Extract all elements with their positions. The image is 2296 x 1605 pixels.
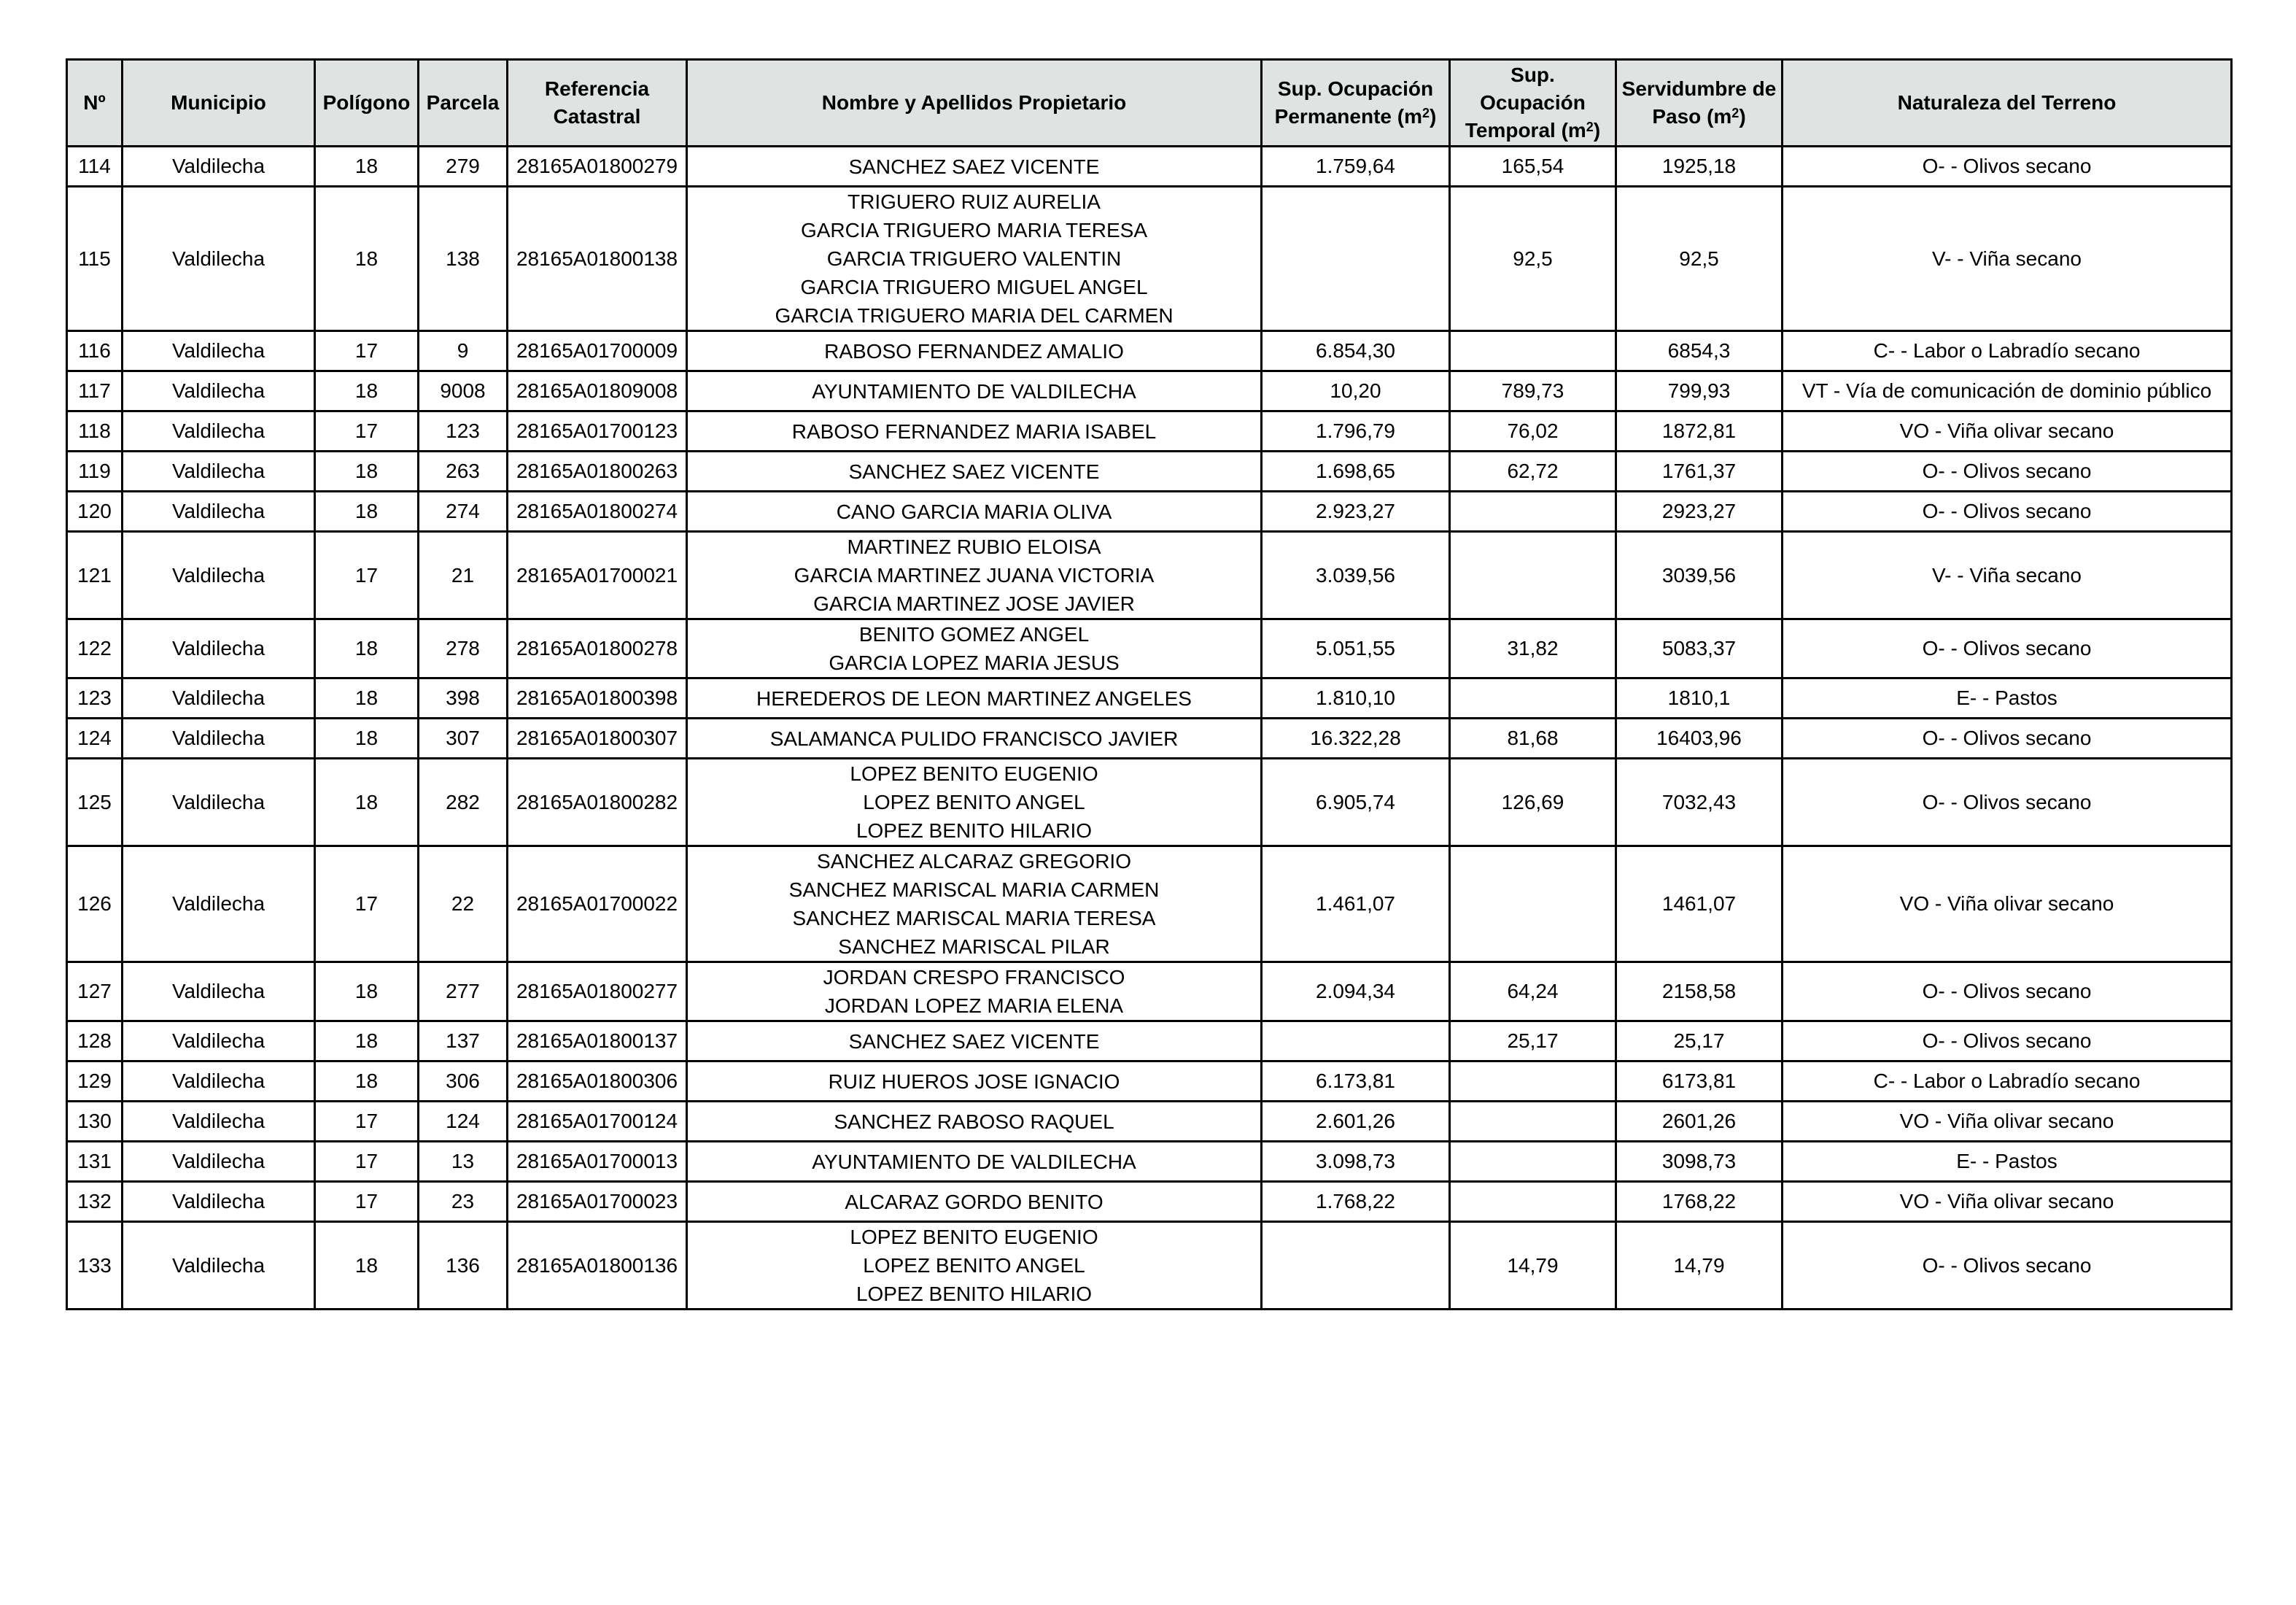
cell-temporal — [1450, 678, 1616, 719]
cell-municipio: Valdilecha — [123, 147, 315, 187]
cell-n: 117 — [67, 371, 123, 411]
cell-servidumbre: 16403,96 — [1616, 719, 1783, 759]
cell-n: 129 — [67, 1061, 123, 1102]
header-municipio: Municipio — [123, 60, 315, 147]
cell-servidumbre: 3098,73 — [1616, 1142, 1783, 1182]
cell-propietario — [687, 759, 1262, 846]
cell-referencia: 28165A01800274 — [508, 492, 687, 532]
table-row — [67, 1182, 2232, 1222]
cell-permanente: 2.094,34 — [1262, 962, 1450, 1021]
cell-poligono: 18 — [315, 678, 419, 719]
cell-parcela: 9 — [419, 331, 508, 371]
cell-poligono: 18 — [315, 759, 419, 846]
cell-naturaleza: VO - Viña olivar secano — [1783, 846, 2232, 962]
cell-referencia: 28165A01800307 — [508, 719, 687, 759]
cell-naturaleza: O- - Olivos secano — [1783, 492, 2232, 532]
cell-municipio: Valdilecha — [123, 492, 315, 532]
cell-permanente — [1262, 187, 1450, 331]
cell-naturaleza: O- - Olivos secano — [1783, 619, 2232, 678]
cell-poligono: 18 — [315, 1061, 419, 1102]
cell-poligono: 17 — [315, 1182, 419, 1222]
cell-referencia: 28165A01800398 — [508, 678, 687, 719]
cell-municipio: Valdilecha — [123, 846, 315, 962]
cell-servidumbre: 1925,18 — [1616, 147, 1783, 187]
cell-servidumbre: 799,93 — [1616, 371, 1783, 411]
cell-permanente: 1.796,79 — [1262, 411, 1450, 452]
cell-naturaleza: V- - Viña secano — [1783, 187, 2232, 331]
table-row — [67, 331, 2232, 371]
cell-servidumbre: 14,79 — [1616, 1222, 1783, 1310]
cell-parcela: 398 — [419, 678, 508, 719]
cell-propietario — [687, 846, 1262, 962]
cell-n: 121 — [67, 532, 123, 619]
owner-name: LOPEZ BENITO HILARIO — [856, 819, 1093, 842]
cell-n: 131 — [67, 1142, 123, 1182]
cell-parcela: 136 — [419, 1222, 508, 1310]
owner-name: BENITO GOMEZ ANGEL — [858, 623, 1090, 646]
cell-parcela: 307 — [419, 719, 508, 759]
cell-naturaleza: E- - Pastos — [1783, 1142, 2232, 1182]
header-poligono: Polígono — [315, 60, 419, 147]
cell-poligono: 17 — [315, 1102, 419, 1142]
table-row — [67, 492, 2232, 532]
cell-temporal — [1450, 1182, 1616, 1222]
header-servidumbre: Servidumbre de Paso $(m^2)$ — [1616, 60, 1783, 147]
cell-permanente: 10,20 — [1262, 371, 1450, 411]
owner-name: TRIGUERO RUIZ AURELIA — [848, 190, 1101, 213]
cell-municipio: Valdilecha — [123, 187, 315, 331]
cell-permanente: 1.461,07 — [1262, 846, 1450, 962]
cell-permanente: 3.039,56 — [1262, 532, 1450, 619]
cell-temporal: 25,17 — [1450, 1021, 1616, 1061]
cell-referencia: 28165A01800263 — [508, 452, 687, 492]
table-row — [67, 1142, 2232, 1182]
cell-parcela: 137 — [419, 1021, 508, 1061]
cell-propietario — [687, 187, 1262, 331]
cell-propietario — [687, 678, 1262, 719]
cell-servidumbre: 1768,22 — [1616, 1182, 1783, 1222]
header-permanente: Sup. Ocupación Permanente $(m^2)$ — [1262, 60, 1450, 147]
header-row — [67, 60, 2232, 147]
cell-propietario — [687, 1021, 1262, 1061]
cell-parcela: 22 — [419, 846, 508, 962]
cell-parcela: 138 — [419, 187, 508, 331]
cell-permanente: 2.923,27 — [1262, 492, 1450, 532]
cell-naturaleza: VO - Viña olivar secano — [1783, 1182, 2232, 1222]
cell-poligono: 18 — [315, 1021, 419, 1061]
cell-n: 114 — [67, 147, 123, 187]
cell-poligono: 18 — [315, 619, 419, 678]
owner-name: SANCHEZ MARISCAL MARIA TERESA — [792, 907, 1156, 929]
table-row — [67, 846, 2232, 962]
owner-name: ALCARAZ GORDO BENITO — [845, 1190, 1104, 1213]
cell-poligono: 18 — [315, 187, 419, 331]
table-row — [67, 1102, 2232, 1142]
owner-name: SANCHEZ SAEZ VICENTE — [848, 155, 1100, 178]
cell-referencia: 28165A01800137 — [508, 1021, 687, 1061]
cell-propietario — [687, 532, 1262, 619]
cell-referencia: 28165A01700009 — [508, 331, 687, 371]
cell-referencia: 28165A01700013 — [508, 1142, 687, 1182]
cell-n: 120 — [67, 492, 123, 532]
cell-propietario — [687, 492, 1262, 532]
cell-naturaleza: O- - Olivos secano — [1783, 719, 2232, 759]
cell-parcela: 306 — [419, 1061, 508, 1102]
owner-name: LOPEZ BENITO ANGEL — [863, 1254, 1085, 1277]
cell-poligono: 17 — [315, 1142, 419, 1182]
cell-poligono: 18 — [315, 1222, 419, 1310]
cell-municipio: Valdilecha — [123, 719, 315, 759]
cell-n: 128 — [67, 1021, 123, 1061]
cell-municipio: Valdilecha — [123, 759, 315, 846]
cell-naturaleza: O- - Olivos secano — [1783, 147, 2232, 187]
cell-temporal — [1450, 1061, 1616, 1102]
owner-name: SANCHEZ MARISCAL PILAR — [838, 935, 1110, 958]
owner-name: LOPEZ BENITO EUGENIO — [850, 762, 1098, 785]
cell-referencia: 28165A01700021 — [508, 532, 687, 619]
table-row — [67, 452, 2232, 492]
table-row — [67, 1021, 2232, 1061]
cell-municipio: Valdilecha — [123, 452, 315, 492]
cell-poligono: 17 — [315, 532, 419, 619]
cell-parcela: 13 — [419, 1142, 508, 1182]
cell-n: 124 — [67, 719, 123, 759]
cell-poligono: 18 — [315, 147, 419, 187]
table-row — [67, 719, 2232, 759]
cell-n: 126 — [67, 846, 123, 962]
owner-name: JORDAN LOPEZ MARIA ELENA — [824, 994, 1124, 1017]
owner-name: RUIZ HUEROS JOSE IGNACIO — [828, 1070, 1120, 1093]
owner-name: GARCIA MARTINEZ JUANA VICTORIA — [794, 564, 1155, 587]
cell-municipio: Valdilecha — [123, 1222, 315, 1310]
header-referencia: Referencia Catastral — [508, 60, 687, 147]
cell-servidumbre: 3039,56 — [1616, 532, 1783, 619]
cell-referencia: 28165A01800277 — [508, 962, 687, 1021]
owner-name: GARCIA TRIGUERO MARIA DEL CARMEN — [775, 304, 1174, 327]
table-row — [67, 678, 2232, 719]
cell-municipio: Valdilecha — [123, 962, 315, 1021]
owner-name: RABOSO FERNANDEZ AMALIO — [824, 339, 1124, 363]
cell-n: 115 — [67, 187, 123, 331]
owner-name: LOPEZ BENITO EUGENIO — [850, 1226, 1098, 1248]
cell-referencia: 28165A01700022 — [508, 846, 687, 962]
header-temporal: Sup. Ocupación Temporal $(m^2)$ — [1450, 60, 1616, 147]
cell-propietario — [687, 619, 1262, 678]
cell-municipio: Valdilecha — [123, 1182, 315, 1222]
cell-servidumbre: 1761,37 — [1616, 452, 1783, 492]
owner-name: SALAMANCA PULIDO FRANCISCO JAVIER — [769, 727, 1179, 750]
cell-municipio: Valdilecha — [123, 331, 315, 371]
cell-servidumbre: 92,5 — [1616, 187, 1783, 331]
cell-temporal — [1450, 846, 1616, 962]
document-page — [66, 58, 2230, 1310]
cell-propietario — [687, 962, 1262, 1021]
cell-temporal: 165,54 — [1450, 147, 1616, 187]
cell-servidumbre: 6173,81 — [1616, 1061, 1783, 1102]
table-row — [67, 1222, 2232, 1310]
owner-name: MARTINEZ RUBIO ELOISA — [847, 535, 1101, 558]
table-row — [67, 411, 2232, 452]
cell-poligono: 18 — [315, 492, 419, 532]
owner-name: GARCIA TRIGUERO MIGUEL ANGEL — [800, 276, 1148, 298]
owner-name: JORDAN CRESPO FRANCISCO — [823, 966, 1125, 989]
cell-parcela: 282 — [419, 759, 508, 846]
table-row — [67, 371, 2232, 411]
cell-municipio: Valdilecha — [123, 1142, 315, 1182]
owner-name: LOPEZ BENITO HILARIO — [856, 1283, 1093, 1305]
owner-name: AYUNTAMIENTO DE VALDILECHA — [812, 1150, 1136, 1173]
cell-servidumbre: 6854,3 — [1616, 331, 1783, 371]
cell-servidumbre: 1810,1 — [1616, 678, 1783, 719]
cell-propietario — [687, 1102, 1262, 1142]
cell-servidumbre: 1461,07 — [1616, 846, 1783, 962]
owner-name: GARCIA LOPEZ MARIA JESUS — [829, 651, 1120, 674]
cell-municipio: Valdilecha — [123, 532, 315, 619]
cell-temporal: 31,82 — [1450, 619, 1616, 678]
cell-permanente: 2.601,26 — [1262, 1102, 1450, 1142]
cell-temporal: 92,5 — [1450, 187, 1616, 331]
cell-referencia: 28165A01800279 — [508, 147, 687, 187]
cell-parcela: 279 — [419, 147, 508, 187]
cell-propietario — [687, 1061, 1262, 1102]
cell-propietario — [687, 1182, 1262, 1222]
cell-naturaleza: VO - Viña olivar secano — [1783, 1102, 2232, 1142]
cell-poligono: 17 — [315, 846, 419, 962]
cell-temporal: 81,68 — [1450, 719, 1616, 759]
cell-parcela: 123 — [419, 411, 508, 452]
cell-temporal — [1450, 1102, 1616, 1142]
cell-municipio: Valdilecha — [123, 619, 315, 678]
cell-propietario — [687, 371, 1262, 411]
cell-servidumbre: 25,17 — [1616, 1021, 1783, 1061]
cell-naturaleza: C- - Labor o Labradío secano — [1783, 331, 2232, 371]
cell-n: 122 — [67, 619, 123, 678]
cell-propietario — [687, 147, 1262, 187]
header-propietario: Nombre y Apellidos Propietario — [687, 60, 1262, 147]
cell-permanente: 5.051,55 — [1262, 619, 1450, 678]
header-naturaleza: Naturaleza del Terreno — [1783, 60, 2232, 147]
cell-temporal: 76,02 — [1450, 411, 1616, 452]
cell-servidumbre: 1872,81 — [1616, 411, 1783, 452]
cell-municipio: Valdilecha — [123, 1061, 315, 1102]
owner-name: SANCHEZ MARISCAL MARIA CARMEN — [788, 878, 1160, 901]
cell-naturaleza: V- - Viña secano — [1783, 532, 2232, 619]
cell-naturaleza: O- - Olivos secano — [1783, 759, 2232, 846]
cell-n: 118 — [67, 411, 123, 452]
cell-parcela: 21 — [419, 532, 508, 619]
owner-name: GARCIA MARTINEZ JOSE JAVIER — [813, 592, 1135, 615]
cell-n: 127 — [67, 962, 123, 1021]
table-row — [67, 532, 2232, 619]
cell-referencia: 28165A01700124 — [508, 1102, 687, 1142]
cell-temporal — [1450, 331, 1616, 371]
cell-n: 123 — [67, 678, 123, 719]
cell-temporal: 14,79 — [1450, 1222, 1616, 1310]
cell-permanente: 1.698,65 — [1262, 452, 1450, 492]
cell-referencia: 28165A01800278 — [508, 619, 687, 678]
cell-permanente: 1.768,22 — [1262, 1182, 1450, 1222]
owner-name: LOPEZ BENITO ANGEL — [863, 791, 1085, 813]
cell-poligono: 18 — [315, 719, 419, 759]
cell-propietario — [687, 452, 1262, 492]
table-row — [67, 619, 2232, 678]
cell-parcela: 23 — [419, 1182, 508, 1222]
owner-name: SANCHEZ RABOSO RAQUEL — [834, 1110, 1114, 1133]
cell-permanente: 6.173,81 — [1262, 1061, 1450, 1102]
cell-municipio: Valdilecha — [123, 1021, 315, 1061]
cell-municipio: Valdilecha — [123, 1102, 315, 1142]
cell-temporal: 62,72 — [1450, 452, 1616, 492]
cell-servidumbre: 2601,26 — [1616, 1102, 1783, 1142]
cell-propietario — [687, 1222, 1262, 1310]
cell-poligono: 18 — [315, 371, 419, 411]
cell-naturaleza: C- - Labor o Labradío secano — [1783, 1061, 2232, 1102]
cell-permanente: 6.854,30 — [1262, 331, 1450, 371]
cell-referencia: 28165A01800282 — [508, 759, 687, 846]
cell-n: 119 — [67, 452, 123, 492]
cell-temporal — [1450, 1142, 1616, 1182]
cell-referencia: 28165A01700023 — [508, 1182, 687, 1222]
cell-servidumbre: 2158,58 — [1616, 962, 1783, 1021]
parcel-table — [66, 58, 2233, 1310]
cell-referencia: 28165A01800138 — [508, 187, 687, 331]
cell-n: 133 — [67, 1222, 123, 1310]
cell-poligono: 18 — [315, 962, 419, 1021]
cell-naturaleza: O- - Olivos secano — [1783, 1021, 2232, 1061]
cell-naturaleza: O- - Olivos secano — [1783, 1222, 2232, 1310]
header-parcela: Parcela — [419, 60, 508, 147]
owner-name: SANCHEZ ALCARAZ GREGORIO — [817, 850, 1131, 873]
cell-temporal — [1450, 492, 1616, 532]
cell-referencia: 28165A01700123 — [508, 411, 687, 452]
owner-name: RABOSO FERNANDEZ MARIA ISABEL — [791, 419, 1157, 443]
cell-permanente — [1262, 1021, 1450, 1061]
cell-temporal — [1450, 532, 1616, 619]
owner-name: CANO GARCIA MARIA OLIVA — [836, 500, 1112, 523]
cell-propietario — [687, 719, 1262, 759]
cell-propietario — [687, 1142, 1262, 1182]
cell-poligono: 17 — [315, 331, 419, 371]
table-row — [67, 962, 2232, 1021]
cell-n: 116 — [67, 331, 123, 371]
cell-referencia: 28165A01800136 — [508, 1222, 687, 1310]
cell-parcela: 9008 — [419, 371, 508, 411]
cell-servidumbre: 5083,37 — [1616, 619, 1783, 678]
cell-poligono: 17 — [315, 411, 419, 452]
owner-name: GARCIA TRIGUERO VALENTIN — [826, 247, 1122, 270]
cell-parcela: 274 — [419, 492, 508, 532]
cell-n: 125 — [67, 759, 123, 846]
cell-municipio: Valdilecha — [123, 678, 315, 719]
cell-naturaleza: VO - Viña olivar secano — [1783, 411, 2232, 452]
cell-naturaleza: O- - Olivos secano — [1783, 452, 2232, 492]
owner-name: GARCIA TRIGUERO MARIA TERESA — [800, 219, 1148, 241]
cell-poligono: 18 — [315, 452, 419, 492]
cell-permanente: 6.905,74 — [1262, 759, 1450, 846]
cell-temporal: 126,69 — [1450, 759, 1616, 846]
table-row — [67, 1061, 2232, 1102]
cell-permanente: 16.322,28 — [1262, 719, 1450, 759]
cell-referencia: 28165A01809008 — [508, 371, 687, 411]
cell-permanente — [1262, 1222, 1450, 1310]
cell-n: 132 — [67, 1182, 123, 1222]
cell-parcela: 278 — [419, 619, 508, 678]
cell-n: 130 — [67, 1102, 123, 1142]
header-n: Nº — [67, 60, 123, 147]
cell-servidumbre: 7032,43 — [1616, 759, 1783, 846]
table-row — [67, 759, 2232, 846]
cell-naturaleza: E- - Pastos — [1783, 678, 2232, 719]
cell-permanente: 1.759,64 — [1262, 147, 1450, 187]
cell-temporal: 64,24 — [1450, 962, 1616, 1021]
owner-name: SANCHEZ SAEZ VICENTE — [848, 1029, 1100, 1053]
cell-propietario — [687, 331, 1262, 371]
cell-permanente: 1.810,10 — [1262, 678, 1450, 719]
table-row — [67, 147, 2232, 187]
cell-propietario — [687, 411, 1262, 452]
cell-temporal: 789,73 — [1450, 371, 1616, 411]
owner-name: HEREDEROS DE LEON MARTINEZ ANGELES — [756, 687, 1192, 710]
cell-parcela: 277 — [419, 962, 508, 1021]
cell-permanente: 3.098,73 — [1262, 1142, 1450, 1182]
cell-parcela: 124 — [419, 1102, 508, 1142]
table-row — [67, 187, 2232, 331]
cell-parcela: 263 — [419, 452, 508, 492]
owner-name: AYUNTAMIENTO DE VALDILECHA — [812, 379, 1136, 403]
cell-referencia: 28165A01800306 — [508, 1061, 687, 1102]
cell-municipio: Valdilecha — [123, 371, 315, 411]
owner-name: SANCHEZ SAEZ VICENTE — [848, 460, 1100, 483]
table-body — [67, 147, 2232, 1310]
cell-naturaleza: VT - Vía de comunicación de dominio público — [1783, 371, 2232, 411]
cell-municipio: Valdilecha — [123, 411, 315, 452]
cell-servidumbre: 2923,27 — [1616, 492, 1783, 532]
cell-naturaleza: O- - Olivos secano — [1783, 962, 2232, 1021]
